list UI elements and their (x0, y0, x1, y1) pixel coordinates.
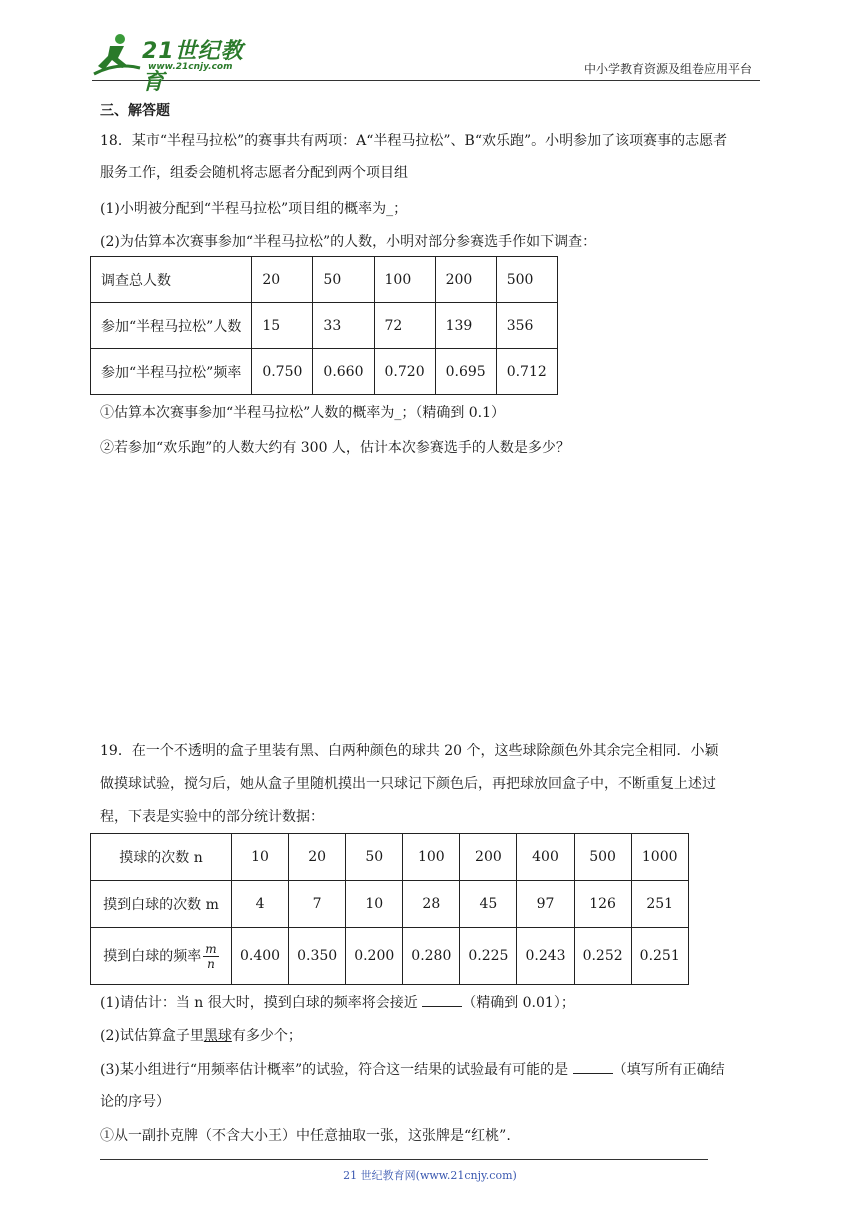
fraction (203, 942, 218, 971)
table-cell: 15 (252, 303, 313, 349)
table-cell: 10 (346, 881, 403, 928)
table-cell: 33 (313, 303, 374, 349)
table-row (91, 257, 558, 303)
table-cell: 0.200 (346, 928, 403, 985)
table-cell: 0.750 (252, 349, 313, 395)
table-cell: 1000 (631, 834, 688, 881)
table-cell: 0.720 (374, 349, 435, 395)
table-cell: 20 (252, 257, 313, 303)
table-row (91, 928, 689, 985)
table-cell: 72 (374, 303, 435, 349)
q19-part2-underlined: 黑球 (203, 1028, 232, 1044)
q19-part3-text: (3)某小组进行“用频率估计概率”的试验，符合这一结果的试验最有可能的是 (100, 1062, 573, 1078)
table-cell: 4 (232, 881, 289, 928)
q19-stem-line2: 做摸球试验，搅匀后，她从盒子里随机摸出一只球记下颜色后，再把球放回盒子中，不断重复上述过 (100, 776, 716, 792)
table-cell: 0.225 (460, 928, 517, 985)
table-cell: 50 (313, 257, 374, 303)
table-cell: 0.280 (403, 928, 460, 985)
table-cell: 0.350 (289, 928, 346, 985)
table-cell: 0.243 (517, 928, 574, 985)
table-cell: 45 (460, 881, 517, 928)
table-cell: 0.251 (631, 928, 688, 985)
q18-sub1: ①估算本次赛事参加“半程马拉松”人数的概率为_；（精确到 0.1） (100, 405, 506, 421)
table-cell: 126 (574, 881, 631, 928)
table-cell: 50 (346, 834, 403, 881)
table-cell: 500 (496, 257, 557, 303)
table-cell: 97 (517, 881, 574, 928)
table-cell: 20 (289, 834, 346, 881)
logo-url: www.21cnjy.com (148, 62, 233, 72)
q18-part1: (1)小明被分配到“半程马拉松”项目组的概率为_； (100, 201, 408, 217)
table-cell: 摸到白球的次数 m (91, 881, 232, 928)
logo-text: 21世纪教育 (142, 39, 244, 95)
table-cell: 0.712 (496, 349, 557, 395)
q19-part3-line2: 论的序号） (100, 1094, 170, 1110)
q19-part3-suffix: （填写所有正确结 (612, 1062, 725, 1078)
table-cell: 10 (232, 834, 289, 881)
table-cell: 0.400 (232, 928, 289, 985)
table-cell: 参加“半程马拉松”人数 (91, 303, 252, 349)
fraction-numerator: m (205, 941, 217, 956)
platform-name: 中小学教育资源及组卷应用平台 (583, 62, 752, 76)
answer-blank[interactable] (422, 992, 462, 1007)
footer-divider (100, 1159, 708, 1160)
q19-part2 (100, 1025, 302, 1045)
table-cell: 100 (403, 834, 460, 881)
footer-text: 21 世纪教育网(www.21cnjy.com) (343, 1169, 517, 1182)
site-logo (92, 32, 262, 95)
table-row (91, 349, 558, 395)
table-cell: 0.695 (435, 349, 496, 395)
table-cell: 28 (403, 881, 460, 928)
table-cell: 500 (574, 834, 631, 881)
table-cell: 参加“半程马拉松”频率 (91, 349, 252, 395)
answer-blank[interactable] (573, 1059, 613, 1074)
q19-part2-text: (2)试估算盒子里 (100, 1028, 204, 1044)
table-cell (91, 928, 232, 985)
table-cell: 调查总人数 (91, 257, 252, 303)
table-cell: 7 (289, 881, 346, 928)
table-cell: 400 (517, 834, 574, 881)
fraction-denominator: n (207, 956, 215, 971)
q19-part2-suffix: 有多少个； (231, 1028, 302, 1044)
q19-option1: ①从一副扑克牌（不含大小王）中任意抽取一张，这张牌是“红桃”. (100, 1128, 511, 1144)
q18-stem-line2: 服务工作，组委会随机将志愿者分配到两个项目组 (100, 165, 408, 181)
q18-sub2: ②若参加“欢乐跑”的人数大约有 300 人，估计本次参赛选手的人数是多少？ (100, 440, 570, 456)
table-cell: 摸球的次数 n (91, 834, 232, 881)
table-cell: 0.252 (574, 928, 631, 985)
table-cell: 200 (435, 257, 496, 303)
q18-part2: (2)为估算本次赛事参加“半程马拉松”的人数，小明对部分参赛选手作如下调查： (100, 234, 597, 250)
table-row (91, 834, 689, 881)
frequency-label: 摸到白球的频率 (103, 948, 202, 964)
table-cell: 251 (631, 881, 688, 928)
table-cell: 200 (460, 834, 517, 881)
table-cell: 0.660 (313, 349, 374, 395)
page-header (92, 28, 760, 95)
q19-stem-line3: 程，下表是实验中的部分统计数据： (100, 809, 324, 825)
q19-part1 (100, 992, 575, 1012)
q19-data-table (90, 833, 689, 985)
q18-survey-table (90, 256, 558, 395)
q18-stem-line1: 18．某市“半程马拉松”的赛事共有两项：A“半程马拉松”、B“欢乐跑”。小明参加了该项赛事的志愿者 (100, 133, 728, 149)
q19-part1-suffix: （精确到 0.01）； (462, 995, 575, 1011)
q19-part3 (100, 1059, 725, 1079)
runner-icon (92, 32, 142, 76)
table-cell: 100 (374, 257, 435, 303)
q19-stem-line1: 19．在一个不透明的盒子里装有黑、白两种颜色的球共 20 个，这些球除颜色外其余完全相同．小颖 (100, 743, 719, 759)
section-title: 三、解答题 (100, 103, 170, 119)
table-row (91, 303, 558, 349)
q19-part1-text: (1)请估计：当 n 很大时，摸到白球的频率将会接近 (100, 995, 423, 1011)
table-cell: 139 (435, 303, 496, 349)
table-cell: 356 (496, 303, 557, 349)
table-row (91, 881, 689, 928)
